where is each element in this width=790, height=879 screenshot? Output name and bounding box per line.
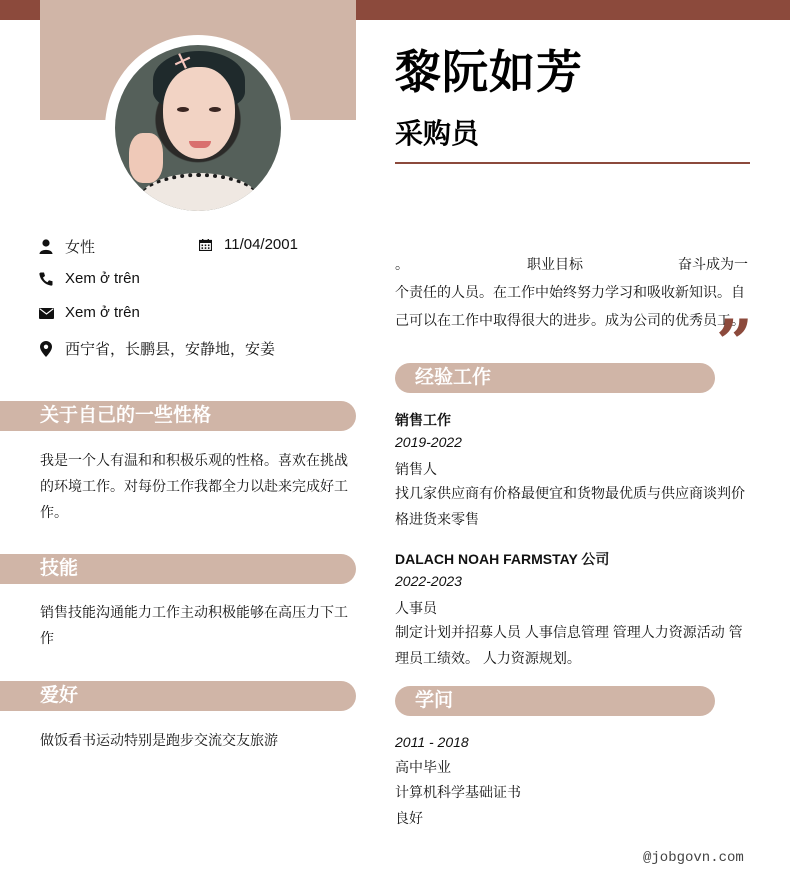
email-value: Xem ở trên xyxy=(65,304,140,321)
hair-bow-icon: ✕ xyxy=(169,46,196,77)
experience-description: 制定计划并招募人员 人事信息管理 管理人力资源活动 管理员工绩效。 人力资源规划。 xyxy=(395,624,743,666)
experience-position: 销售人 xyxy=(395,461,437,477)
title-divider xyxy=(395,162,750,164)
map-pin-icon xyxy=(38,341,54,357)
avatar-eye-right xyxy=(209,107,221,112)
experience-period: 2022-2023 xyxy=(395,573,462,589)
hobbies-text: 做饭看书运动特别是跑步交流交友旅游 xyxy=(40,732,278,748)
experience-company: DALACH NOAH FARMSTAY 公司 xyxy=(395,551,610,567)
envelope-icon xyxy=(38,305,54,321)
avatar-lips xyxy=(189,141,211,148)
contact-birthday xyxy=(197,236,298,253)
contact-gender xyxy=(38,236,95,257)
objective-text-start: 奋斗成为一 xyxy=(678,256,748,272)
experience-company: 销售工作 xyxy=(395,412,451,428)
about-header: 关于自己的一些性格 xyxy=(0,401,356,431)
experience-period: 2019-2022 xyxy=(395,434,462,450)
avatar-hand xyxy=(129,133,163,183)
objective-label: 职业目标 xyxy=(527,256,583,272)
gender-value: 女性 xyxy=(65,239,96,256)
education-header: 学问 xyxy=(395,686,715,716)
phone-icon xyxy=(38,271,54,287)
phone-value: Xem ở trên xyxy=(65,270,140,287)
job-title: 采购员 xyxy=(395,118,480,149)
user-icon xyxy=(38,239,54,255)
calendar-icon xyxy=(197,237,213,253)
contact-phone xyxy=(38,270,140,287)
candidate-name: 黎阮如芳 xyxy=(395,46,583,98)
contact-email xyxy=(38,304,140,321)
quote-close-icon: ” xyxy=(716,306,753,381)
experience-position: 人事员 xyxy=(395,600,437,616)
avatar-eye-left xyxy=(177,107,189,112)
avatar xyxy=(115,45,281,211)
education-line: 计算机科学基础证书 xyxy=(395,784,521,800)
experience-description: 找几家供应商有价格最便宜和货物最优质与供应商谈判价格进货来零售 xyxy=(395,485,745,527)
hobbies-header: 爱好 xyxy=(0,681,356,711)
education-line: 高中毕业 xyxy=(395,759,451,775)
address-value: 西宁省，长鹏县，安静地，安姜 xyxy=(65,341,276,358)
skills-header: 技能 xyxy=(0,554,356,584)
education-period: 2011 - 2018 xyxy=(395,734,469,750)
experience-header: 经验工作 xyxy=(395,363,715,393)
objective-lead: 。 xyxy=(395,256,409,272)
contact-address xyxy=(38,338,275,359)
skills-text: 销售技能沟通能力工作主动积极能够在高压力下工作 xyxy=(40,604,348,646)
education-line: 良好 xyxy=(395,810,423,826)
birthday-value: 11/04/2001 xyxy=(224,236,298,253)
about-text: 我是一个人有温和和积极乐观的性格。喜欢在挑战的环境工作。对每份工作我都全力以赴来完成好工作。 xyxy=(40,452,348,520)
career-objective xyxy=(395,250,750,334)
objective-text-rest: 个责任的人员。在工作中始终努力学习和吸收新知识。自己可以在工作中取得很大的进步。成为公司的优秀员工。 xyxy=(395,284,745,328)
watermark: @jobgovn.com xyxy=(643,850,744,866)
